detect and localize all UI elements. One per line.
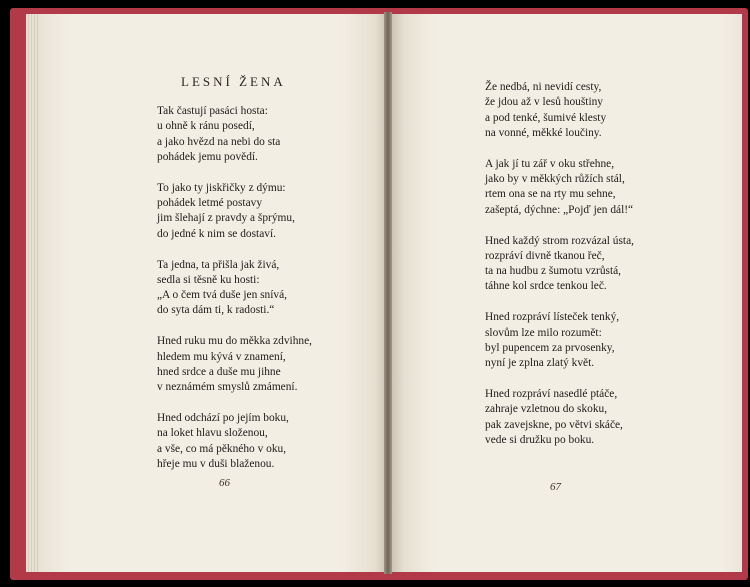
verse-line: To jako ty jiskřičky z dýmu:	[157, 181, 286, 194]
verse-line: do jedné k nim se dostaví.	[157, 227, 276, 240]
verse-line: byl pupencem za prvosenky,	[485, 341, 615, 354]
stanza	[157, 104, 312, 165]
stanza	[157, 258, 312, 319]
verse-line: Hned rozpráví nasedlé ptáče,	[485, 388, 618, 401]
stanza	[485, 80, 634, 141]
verse-line: rozpráví divně tkanou řeč,	[485, 249, 605, 262]
verse-line: do syta dám ti, k radosti.“	[157, 304, 275, 317]
verse-line: na vonné, měkké loučiny.	[485, 126, 602, 139]
verse-line: hledem mu kývá v znamení,	[157, 350, 286, 363]
verse-line: u ohně k ránu posedí,	[157, 120, 255, 133]
verse-line: hřeje mu v duši blaženou.	[157, 458, 275, 471]
verse-line: a pod tenké, šumivé klesty	[485, 111, 607, 124]
verse-line: zašeptá, dýchne: „Pojď jen dál!“	[485, 203, 634, 216]
page-number-left: 66	[219, 477, 230, 489]
stanza	[485, 310, 634, 371]
verse-line: Hned ruku mu do měkka zdvihne,	[157, 335, 313, 348]
verse-line: rtem ona se na rty mu sehne,	[485, 188, 616, 201]
page-number-right: 67	[550, 481, 561, 493]
verse-line: Že nedbá, ni nevidí cesty,	[485, 81, 602, 93]
verse-line: A jak jí tu zář v oku střehne,	[485, 157, 615, 170]
stanza	[485, 387, 634, 448]
stanza	[157, 334, 312, 395]
verse-line: hned srdce a duše mu jihne	[157, 365, 281, 378]
verse-line: Hned odchází po jejím boku,	[157, 412, 289, 425]
verse-line: ta na hudbu z šumotu vzrůstá,	[485, 265, 622, 278]
verse-line: zahraje vzletnou do skoku,	[485, 403, 608, 416]
verse-line: Tak častují pasáci hosta:	[157, 105, 268, 117]
stanza	[485, 157, 634, 218]
stanza	[485, 234, 634, 295]
page-edges	[26, 14, 40, 572]
verse-line: „A o čem tvá duše jen snívá,	[157, 289, 288, 302]
verse-line: táhne kol srdce tenkou leč.	[485, 280, 607, 293]
verse-line: pohádek jemu povědí.	[157, 150, 258, 163]
verse-line: Ta jedna, ta přišla jak živá,	[157, 258, 280, 271]
right-poem-text	[485, 80, 634, 464]
verse-line: že jdou až v lesů houštiny	[485, 96, 603, 109]
poem-title: LESNÍ ŽENA	[181, 74, 286, 89]
left-poem-text	[157, 104, 312, 488]
verse-line: slovům lze milo rozumět:	[485, 326, 602, 339]
verse-line: Hned rozpráví lísteček tenký,	[485, 311, 620, 324]
verse-line: nyní je zplna zlatý květ.	[485, 357, 595, 370]
verse-line: na loket hlavu složenou,	[157, 427, 268, 440]
verse-line: jim šlehají z pravdy a šprýmu,	[157, 212, 295, 225]
stanza	[157, 411, 312, 472]
verse-line: Hned každý strom rozvázal ústa,	[485, 234, 634, 247]
verse-line: pohádek letmé postavy	[157, 197, 263, 210]
stanza	[157, 181, 312, 242]
verse-line: pak zavejskne, po větvi skáče,	[485, 418, 623, 431]
verse-line: sedla si těsně ku hosti:	[157, 273, 260, 286]
book-gutter	[384, 12, 392, 574]
verse-line: jako by v měkkých růžích stál,	[485, 173, 625, 186]
verse-line: a vše, co má pěkného v oku,	[157, 442, 287, 455]
verse-line: vede si družku po boku.	[485, 434, 595, 447]
verse-line: v neznámém smyslů zmámení.	[157, 381, 298, 394]
verse-line: a jako hvězd na nebi do sta	[157, 135, 281, 148]
